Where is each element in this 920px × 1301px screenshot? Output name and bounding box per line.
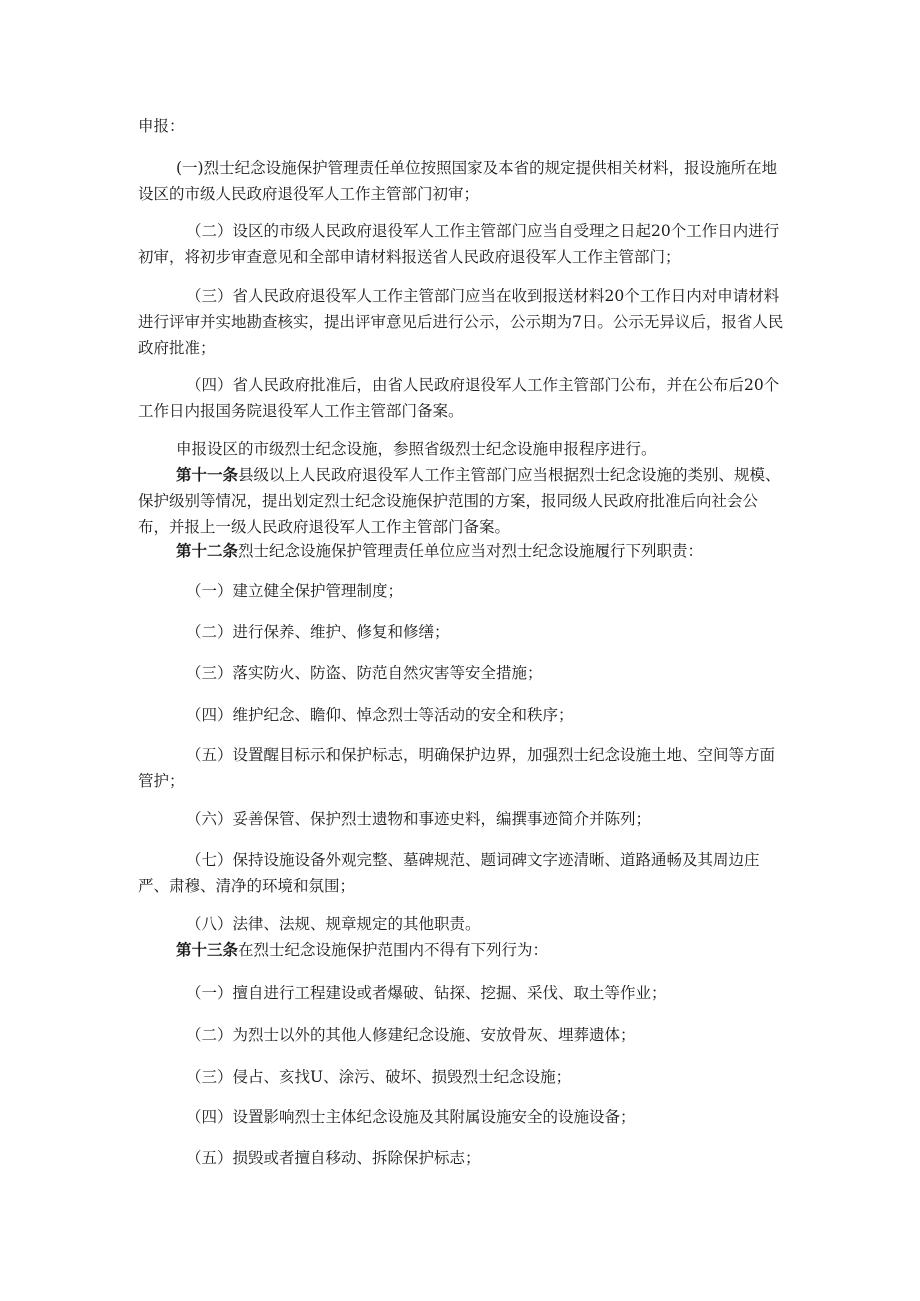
paragraph-step-1 <box>138 155 788 207</box>
duty-item-4 <box>138 702 788 728</box>
paragraph-step-2 <box>138 218 788 270</box>
list-item-text: （三）侵占、亥找U、涂污、破坏、损毁烈士纪念设施； <box>186 1068 572 1086</box>
paragraph-city-apply <box>138 436 788 462</box>
list-item-text: （一）建立健全保护管理制度； <box>186 582 404 600</box>
paragraph-text: 申报： <box>138 117 185 135</box>
duty-item-7 <box>138 847 788 899</box>
prohibited-item-1 <box>138 980 788 1006</box>
article-text: 县级以上人民政府退役军人工作主管部门应当根据烈士纪念设施的类别、规模、保护级别等情况，提出划定烈士纪念设施保护范围的方案，报同级人民政府批准后向社会公布，并报上一级人民政府退役军人工作主管部门备案。 <box>138 466 781 536</box>
paragraph-text: (一)烈士纪念设施保护管理责任单位按照国家及本省的规定提供相关材料，报设施所在地设区的市级人民政府退役军人工作主管部门初审； <box>138 159 778 203</box>
prohibited-item-3 <box>138 1064 788 1090</box>
article-number: 第十一条 <box>176 465 239 484</box>
article-11 <box>138 462 788 540</box>
prohibited-item-4 <box>138 1104 788 1130</box>
list-item-text: （五）设置醒目标示和保护标志，明确保护边界，加强烈士纪念设施土地、空间等方面管护； <box>138 746 776 790</box>
article-number: 第十二条 <box>176 541 239 560</box>
paragraph-text: （二）设区的市级人民政府退役军人工作主管部门应当自受理之日起20个工作日内进行初审，将初步审查意见和全部申请材料报送省人民政府退役军人工作主管部门； <box>138 222 780 266</box>
list-item-text: （二）进行保养、维护、修复和修缮； <box>186 623 450 641</box>
list-item-text: （四）设置影响烈士主体纪念设施及其附属设施安全的设施设备； <box>186 1108 636 1126</box>
duty-item-6 <box>138 806 788 832</box>
article-number: 第十三条 <box>176 940 239 959</box>
article-12 <box>138 538 788 564</box>
list-item-text: （四）维护纪念、瞻仰、悼念烈士等活动的安全和秩序； <box>186 706 574 724</box>
list-item-text: （三）落实防火、防盗、防范自然灾害等安全措施； <box>186 664 543 682</box>
duty-item-3 <box>138 660 788 686</box>
paragraph-apply <box>138 113 788 139</box>
article-text: 烈士纪念设施保护管理责任单位应当对烈士纪念设施履行下列职责： <box>238 542 704 560</box>
duty-item-1 <box>138 578 788 604</box>
list-item-text: （二）为烈士以外的其他人修建纪念设施、安放骨灰、埋葬遗体； <box>186 1026 636 1044</box>
duty-item-5 <box>138 742 788 794</box>
paragraph-step-3 <box>138 283 788 361</box>
list-item-text: （八）法律、法规、规章规定的其他职责。 <box>186 915 481 933</box>
article-13 <box>138 937 788 963</box>
list-item-text: （六）妥善保管、保护烈士遗物和事迹史料，编撰事迹简介并陈列； <box>186 810 652 828</box>
list-item-text: （七）保持设施设备外观完整、墓碑规范、题词碑文字迹清晰、道路通畅及其周边庄严、肃穆、清净的环境和氛围； <box>138 851 760 895</box>
paragraph-text: 申报设区的市级烈士纪念设施，参照省级烈士纪念设施申报程序进行。 <box>176 440 657 458</box>
list-item-text: （一）擅自进行工程建设或者爆破、钻探、挖掘、采伐、取土等作业； <box>186 984 667 1002</box>
prohibited-item-5 <box>138 1145 788 1171</box>
paragraph-text: （四）省人民政府批准后，由省人民政府退役军人工作主管部门公布，并在公布后20个工作日内报国务院退役军人工作主管部门备案。 <box>138 376 780 420</box>
paragraph-step-4 <box>138 372 788 424</box>
duty-item-2 <box>138 619 788 645</box>
list-item-text: （五）损毁或者擅自移动、拆除保护标志； <box>186 1149 481 1167</box>
article-text: 在烈士纪念设施保护范围内不得有下列行为： <box>238 941 549 959</box>
paragraph-text: （三）省人民政府退役军人工作主管部门应当在收到报送材料20个工作日内对申请材料进行评审并实地勘查核实，提出评审意见后进行公示，公示期为7日。公示无异议后，报省人民政府批准； <box>138 287 784 357</box>
duty-item-8 <box>138 911 788 937</box>
prohibited-item-2 <box>138 1022 788 1048</box>
